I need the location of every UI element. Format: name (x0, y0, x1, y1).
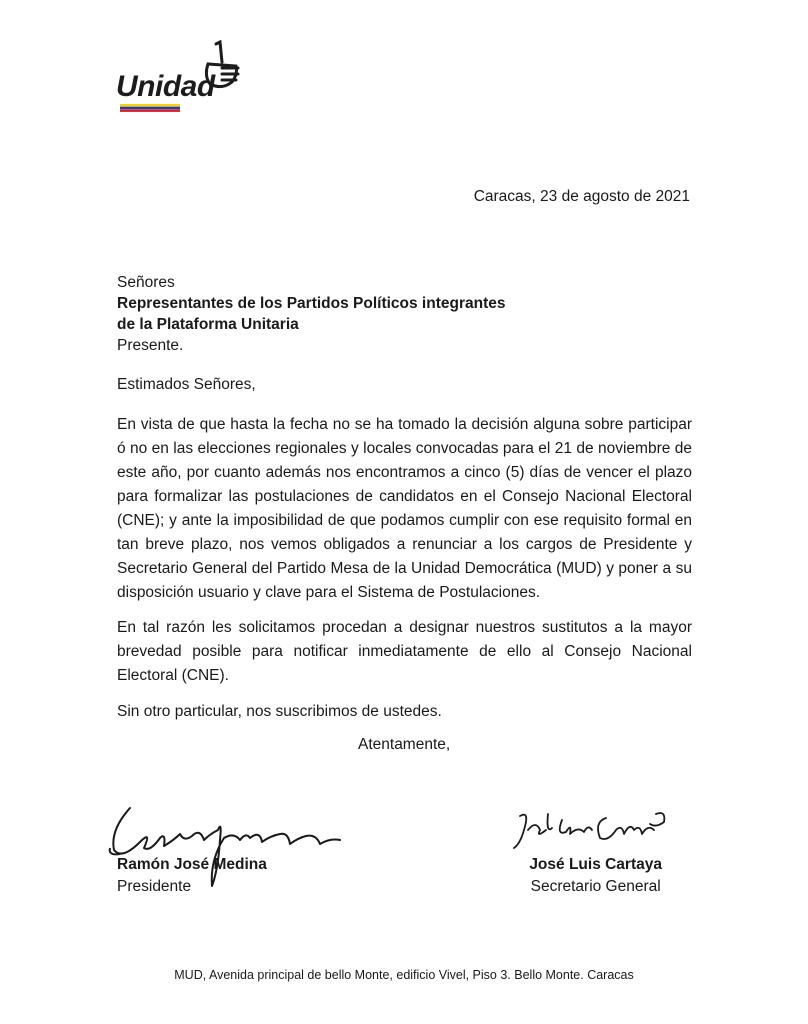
addressee-line: Representantes de los Partidos Políticos integrantes (117, 295, 506, 312)
addressee-block (117, 272, 505, 356)
footer-address: MUD, Avenida principal de bello Monte, edificio Vivel, Piso 3. Bello Monte. Caracas (174, 968, 634, 982)
closing: Atentamente, (358, 736, 451, 753)
logo-text: Unidad (116, 70, 215, 103)
addressee-line: Presente. (117, 337, 184, 354)
unidad-logo (112, 40, 242, 112)
addressee-line: Señores (117, 274, 175, 291)
body-paragraph: Sin otro particular, nos suscribimos de ustedes. (117, 703, 442, 720)
body-paragraph: En tal razón les solicitamos procedan a designar nuestros sustitutos a la mayor brevedad posible para notificar inmediatamente de ello al Consejo Nacional Electoral (CNE). (117, 619, 692, 684)
letter-date: Caracas, 23 de agosto de 2021 (473, 188, 690, 205)
signer-right (529, 854, 662, 898)
signer-title: Secretario General (530, 878, 661, 895)
body-paragraph: En vista de que hasta la fecha no se ha tomado la decisión alguna sobre participar ó no en las elecciones regionales y locales convocadas para el 21 de noviembre de este año, por cuanto además nos encontramos a cinco (5) días de vencer el plazo para formalizar las postulaciones de candidatos en el Consejo Nacional Electoral (CNE); y ante la imposibilidad de que podamos cumplir con ese requisito formal en tan breve plazo, nos vemos obligados a renunciar a los cargos de Presidente y Secretario General del Partido Mesa de la Unidad Democrática (MUD) y poner a su disposición usuario y clave para el Sistema de Postulaciones. (117, 416, 692, 601)
signer-title: Presidente (117, 878, 192, 895)
salutation: Estimados Señores, (117, 376, 256, 393)
signer-name: Ramón José Medina (117, 856, 267, 873)
signer-name: José Luis Cartaya (529, 856, 662, 873)
signer-left (117, 854, 267, 898)
addressee-line: de la Plataforma Unitaria (117, 316, 299, 333)
hand-vote-icon (198, 40, 242, 90)
signature-right (506, 800, 686, 860)
flag-stripes (120, 104, 180, 112)
